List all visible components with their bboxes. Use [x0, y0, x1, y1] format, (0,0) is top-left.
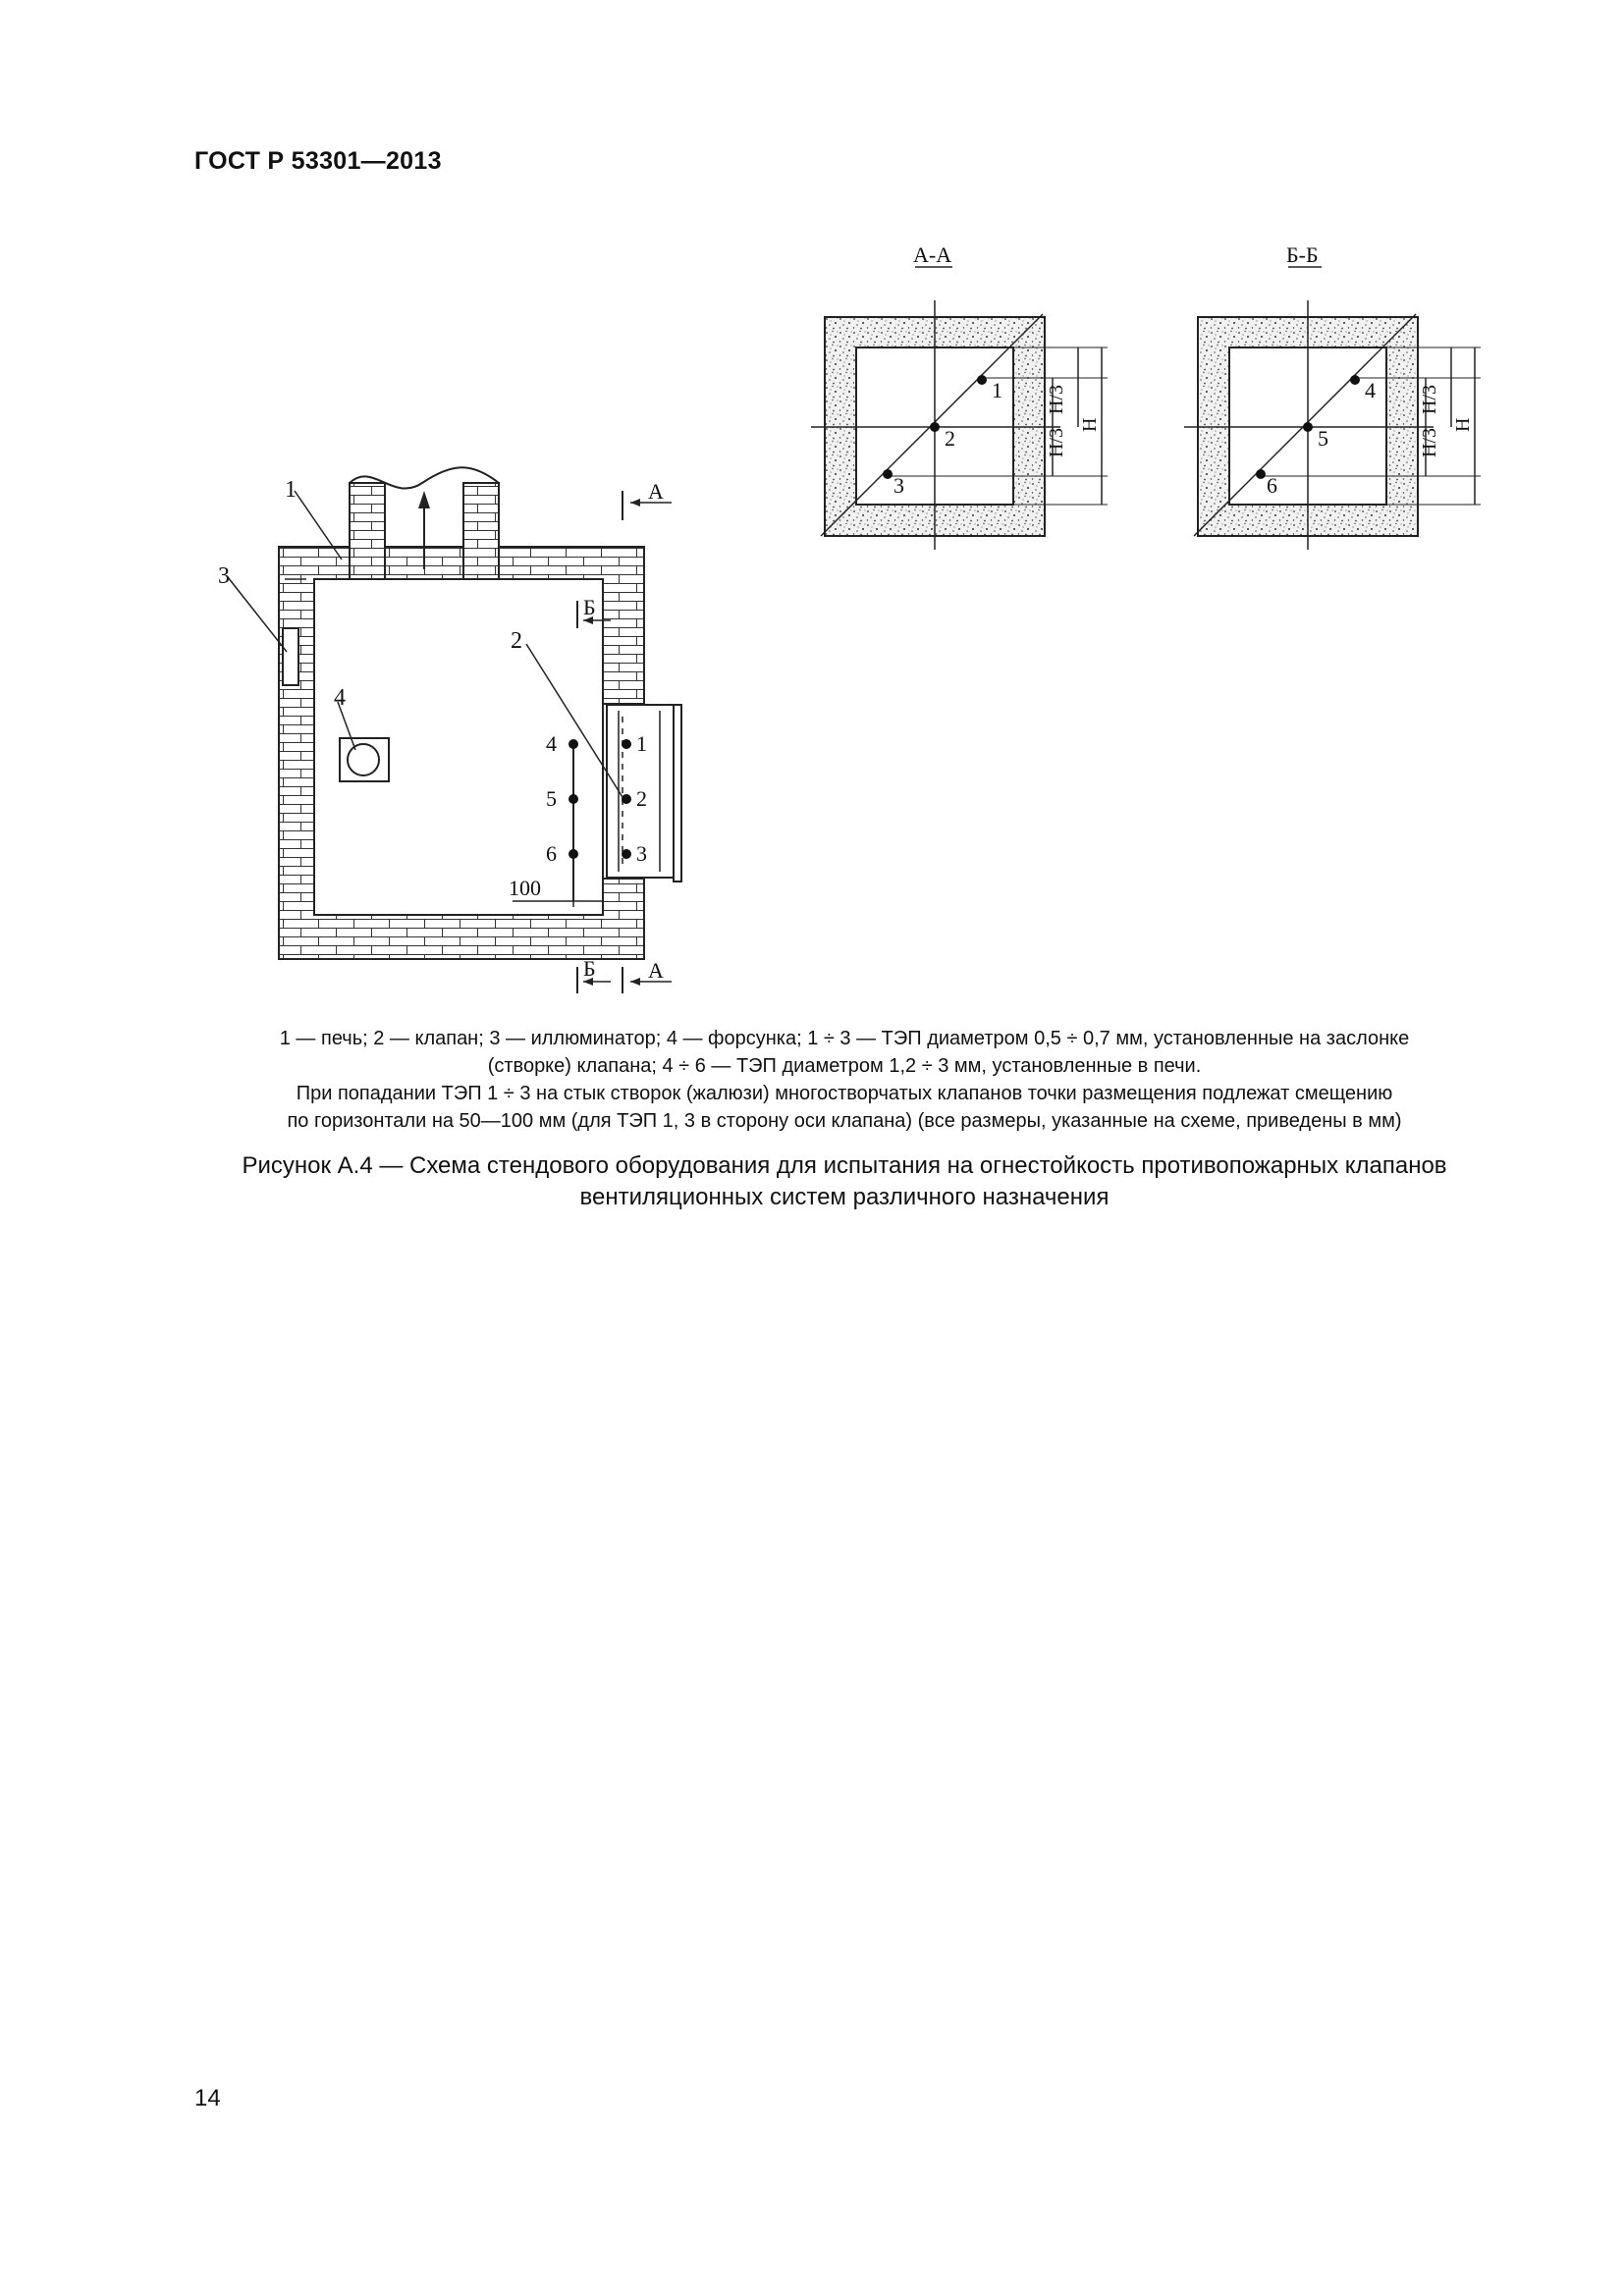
svg-text:1: 1	[992, 378, 1002, 402]
point-label-3: 3	[636, 841, 647, 866]
svg-text:6: 6	[1267, 473, 1277, 498]
dim-100: 100	[509, 876, 541, 900]
legend-line-2: (створке) клапана; 4 ÷ 6 — ТЭП диаметром 1,2 ÷ 3 мм, установленные в печи.	[487, 1055, 1202, 1077]
svg-text:H/3: H/3	[1419, 385, 1440, 414]
callout-1: 1	[285, 477, 297, 503]
section-aa	[811, 242, 1108, 550]
nozzle-circle	[348, 744, 379, 775]
point-label-6: 6	[546, 841, 557, 866]
page-number: 14	[194, 2085, 221, 2111]
point-label-4: 4	[546, 731, 557, 756]
cut-a-top: А	[648, 479, 664, 504]
tc-point-3	[622, 849, 631, 859]
section-aa-title: А-А	[913, 242, 952, 267]
legend-line-3: При попадании ТЭП 1 ÷ 3 на стык створок (жалюзи) многостворчатых клапанов точки размещения подлежат смещению	[296, 1083, 1393, 1104]
caption-line-1: Рисунок А.4 — Схема стендового оборудования для испытания на огнестойкость противопожарных клапанов	[242, 1152, 1447, 1179]
cut-b-bottom: Б	[583, 956, 596, 981]
callout-4: 4	[334, 685, 346, 711]
callout-3: 3	[218, 563, 230, 589]
cut-a-bottom: А	[648, 958, 664, 983]
chimney-left-wall	[350, 483, 385, 579]
tc-point-5	[568, 794, 578, 804]
legend-line-1: 1 — печь; 2 — клапан; 3 — иллюминатор; 4 — форсунка; 1 ÷ 3 — ТЭП диаметром 0,5 ÷ 0,7 мм, установленные на заслонке	[279, 1028, 1410, 1049]
cut-b-top: Б	[583, 595, 596, 619]
caption-line-2: вентиляционных систем различного назначения	[579, 1184, 1110, 1210]
test-stand-drawing	[0, 0, 1624, 1021]
svg-text:4: 4	[1365, 378, 1376, 402]
figure-caption	[196, 1150, 1492, 1213]
tc-point-2	[622, 794, 631, 804]
tc-point-6	[568, 849, 578, 859]
section-bb	[1184, 242, 1481, 550]
svg-text:H/3: H/3	[1046, 428, 1067, 457]
svg-text:H/3: H/3	[1419, 428, 1440, 457]
figure-legend	[196, 1025, 1492, 1135]
document-header: ГОСТ Р 53301—2013	[194, 147, 442, 175]
point-label-5: 5	[546, 786, 557, 811]
svg-text:5: 5	[1318, 426, 1328, 451]
point-label-2: 2	[636, 786, 647, 811]
legend-line-4: по горизонтали на 50—100 мм (для ТЭП 1, 3 в сторону оси клапана) (все размеры, указанные на схеме, приведены в мм)	[287, 1110, 1402, 1132]
chimney-right-wall	[463, 483, 499, 579]
svg-text:H: H	[1452, 417, 1474, 432]
point-label-1: 1	[636, 731, 647, 756]
tc-point-1	[622, 739, 631, 749]
svg-text:H/3: H/3	[1046, 385, 1067, 414]
furnace	[228, 467, 681, 993]
illuminator-window	[283, 628, 298, 685]
svg-text:2: 2	[945, 426, 955, 451]
svg-text:H: H	[1079, 417, 1101, 432]
svg-text:3: 3	[893, 473, 904, 498]
tc-point-4	[568, 739, 578, 749]
valve-flange	[674, 705, 681, 881]
section-bb-title: Б-Б	[1286, 242, 1319, 267]
callout-2: 2	[511, 628, 522, 654]
